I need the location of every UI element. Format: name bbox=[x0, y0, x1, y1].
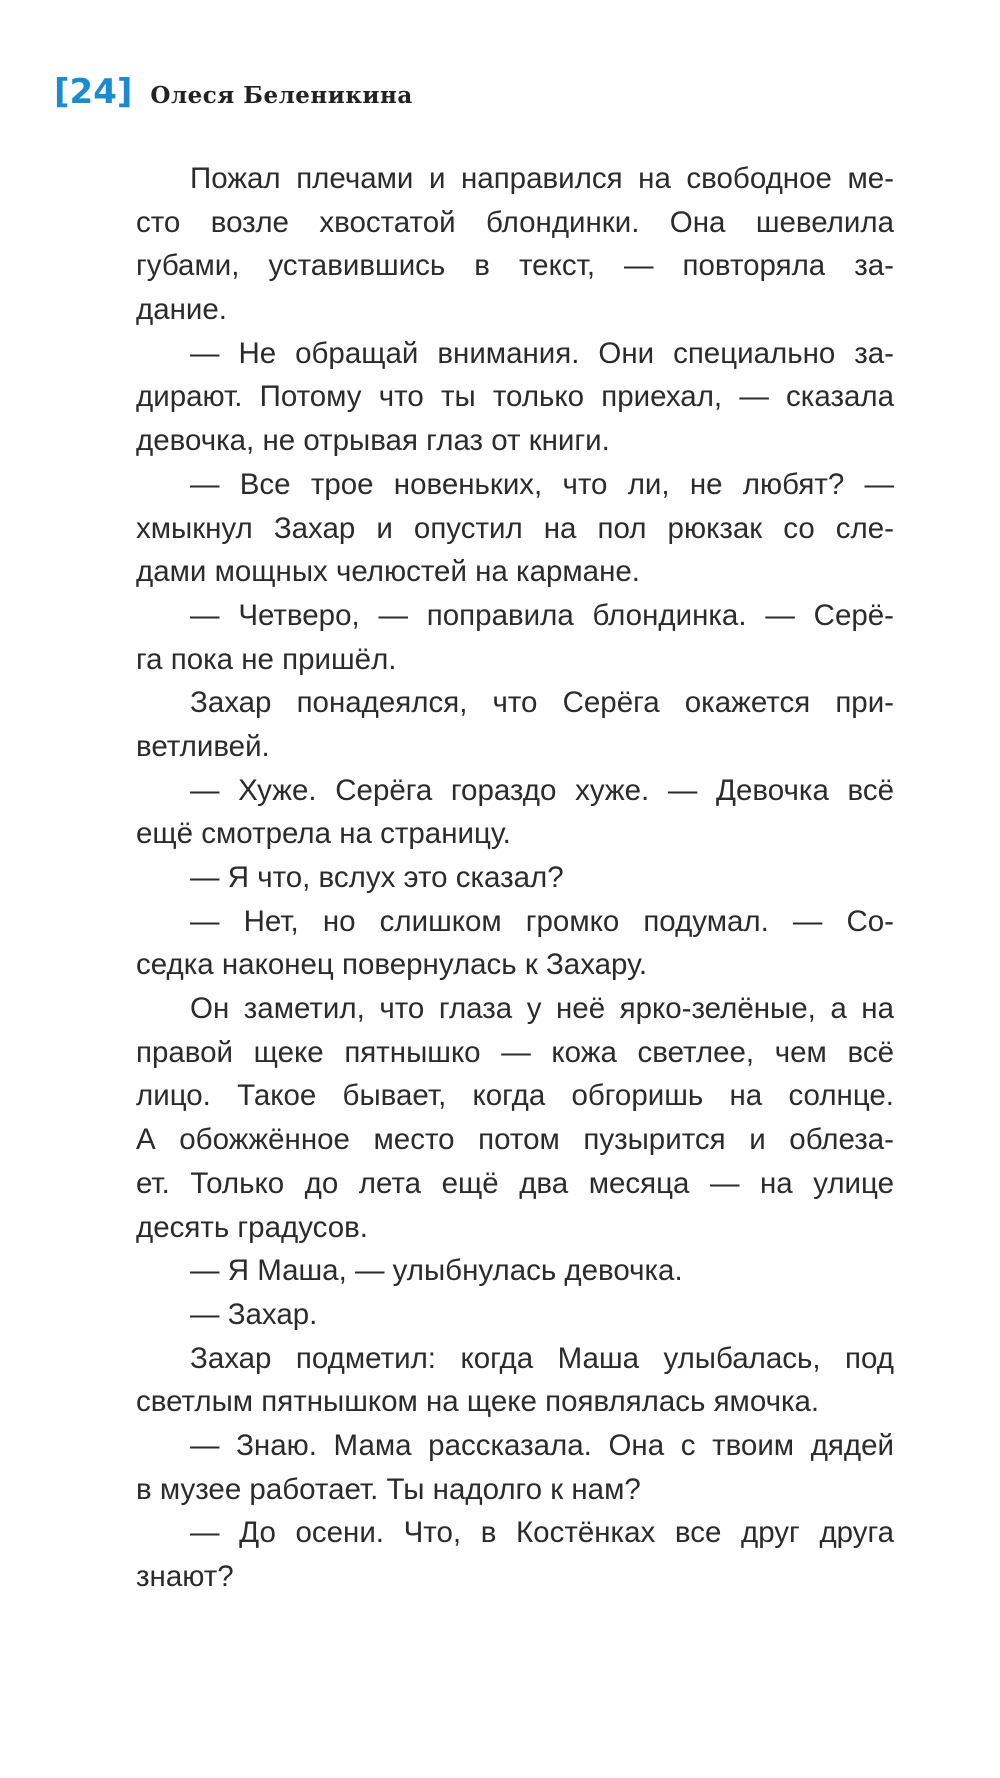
text-line: дами мощных челюстей на кармане. bbox=[136, 555, 640, 589]
text-line: хмыкнул Захар и опустил на пол рюкзак со сле- bbox=[136, 511, 894, 545]
text-line: — Хуже. Серёга гораздо хуже. — Девочка всё bbox=[190, 773, 894, 807]
text-line: А обожжённое место потом пузырится и облеза- bbox=[136, 1123, 894, 1157]
text-line: ветливей. bbox=[136, 729, 270, 763]
page-number: [24] bbox=[54, 72, 133, 112]
text-line: губами, уставившись в текст, — повторяла за- bbox=[136, 249, 894, 283]
text-line: Пожал плечами и направился на свободное ме- bbox=[190, 162, 894, 195]
text-line: Он заметил, что глаза у неё ярко-зелёные, а на bbox=[190, 992, 894, 1026]
text-line: светлым пятнышком на щеке появлялась ямочка. bbox=[136, 1385, 820, 1419]
text-line: Захар понадеялся, что Серёга окажется при- bbox=[190, 686, 894, 720]
page-header bbox=[54, 72, 413, 122]
text-line: — Нет, но слишком громко подумал. — Со- bbox=[190, 904, 894, 938]
text-line: сто возле хвостатой блондинки. Она шевелила bbox=[136, 205, 894, 239]
text-line: — Знаю. Мама рассказала. Она с твоим дядей bbox=[190, 1428, 894, 1462]
text-line: дание. bbox=[136, 293, 227, 327]
text-line: — Захар. bbox=[190, 1297, 318, 1331]
text-line: Захар подметил: когда Маша улыбалась, под bbox=[190, 1341, 894, 1375]
author-name: Олеся Беленикина bbox=[150, 82, 413, 109]
text-line: знают? bbox=[136, 1560, 234, 1593]
text-line: десять градусов. bbox=[136, 1210, 368, 1244]
text-line: ещё смотрела на страницу. bbox=[136, 817, 511, 851]
text-line: — До осени. Что, в Костёнках все друг друга bbox=[190, 1516, 894, 1550]
text-line: — Все трое новеньких, что ли, не любят? — bbox=[190, 467, 894, 501]
text-line: лицо. Такое бывает, когда обгоришь на солнце. bbox=[136, 1079, 894, 1113]
text-line: правой щеке пятнышко — кожа светлее, чем всё bbox=[136, 1035, 894, 1069]
body-text bbox=[136, 157, 894, 1599]
text-line: девочка, не отрывая глаз от книги. bbox=[136, 424, 610, 458]
text-line: га пока не пришёл. bbox=[136, 642, 397, 676]
text-line: седка наконец повернулась к Захару. bbox=[136, 948, 648, 982]
text-line: — Я Маша, — улыбнулась девочка. bbox=[190, 1254, 683, 1288]
text-line: — Четверо, — поправила блондинка. — Серё- bbox=[190, 598, 894, 632]
text-line: в музее работает. Ты надолго к нам? bbox=[136, 1472, 641, 1506]
text-line: ет. Только до лета ещё два месяца — на улице bbox=[136, 1166, 894, 1200]
text-line: — Я что, вслух это сказал? bbox=[190, 861, 564, 894]
text-line: дирают. Потому что ты только приехал, — сказала bbox=[136, 380, 894, 414]
text-line: — Не обращай внимания. Они специально за- bbox=[190, 336, 894, 370]
